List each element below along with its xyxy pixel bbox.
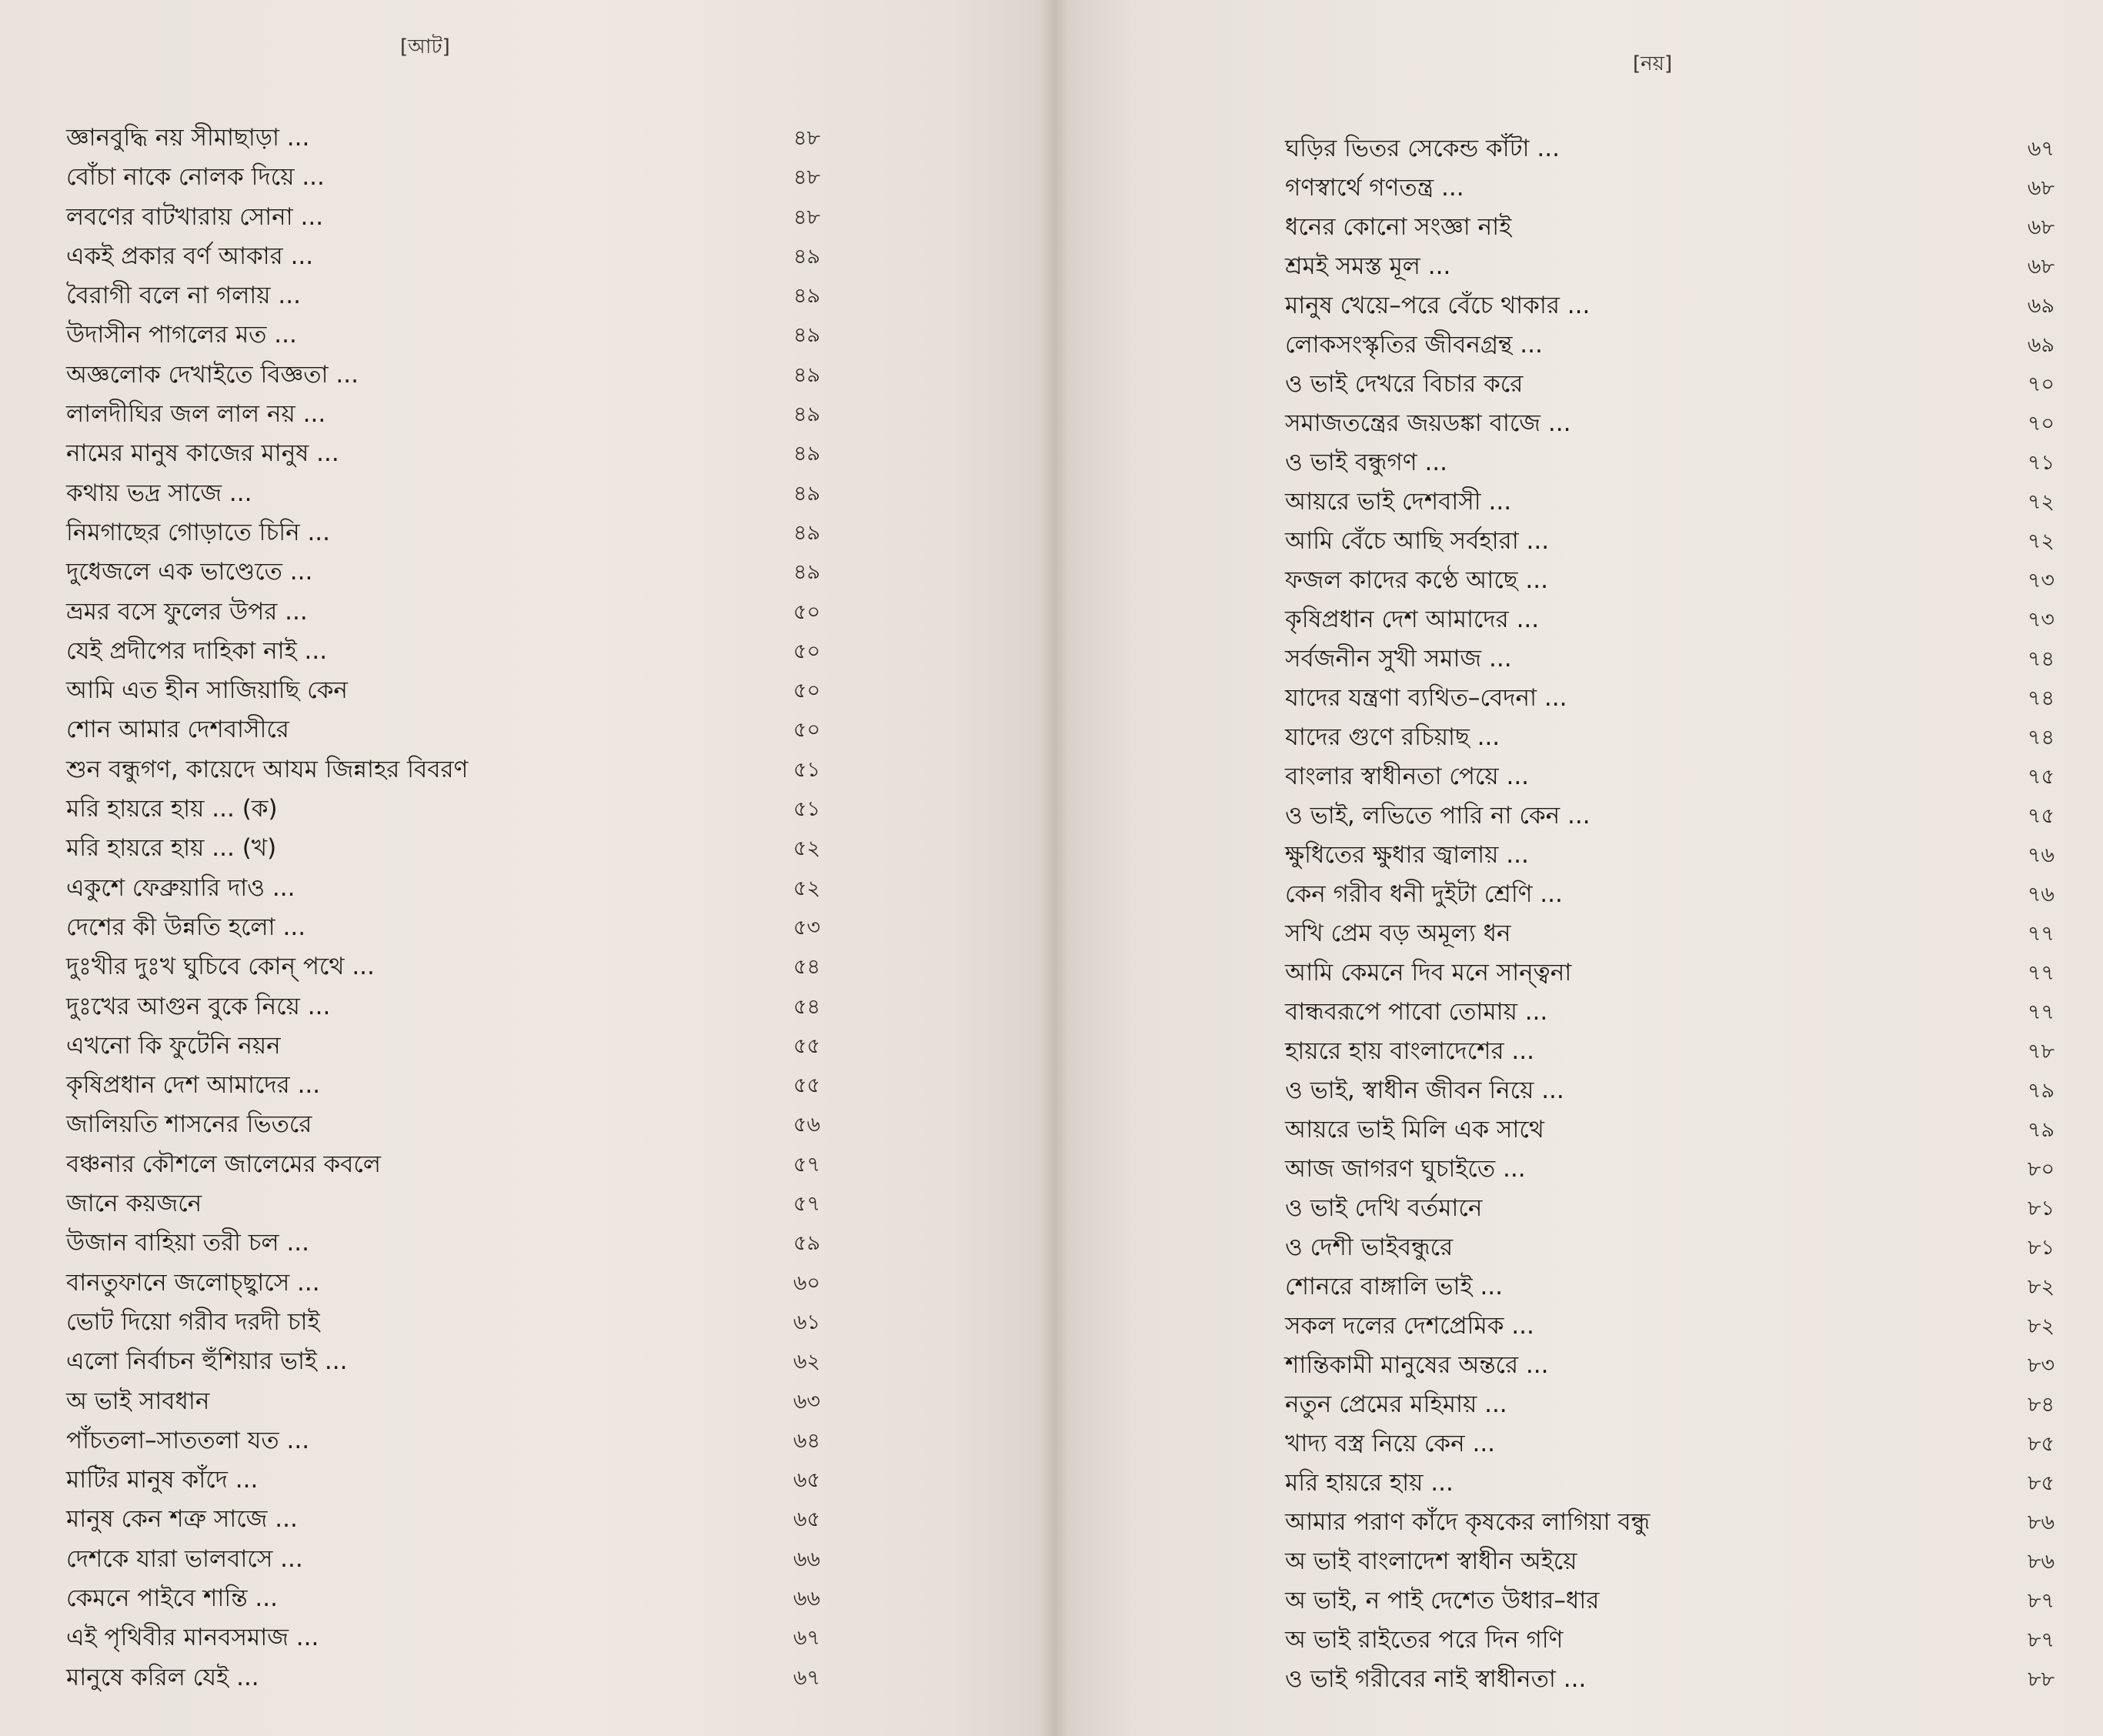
toc-entry-title: দুঃখের আগুন বুকে নিয়ে ... xyxy=(66,992,331,1020)
toc-entry-title: কথায় ভদ্র সাজে ... xyxy=(66,479,252,507)
toc-entry-title: ভোট দিয়ো গরীব দরদী চাই xyxy=(66,1307,320,1336)
toc-entry-page-number: ৭৪ xyxy=(2027,686,2055,710)
toc-entry-title: কৃষিপ্রধান দেশ আমাদের ... xyxy=(1285,606,1540,633)
toc-entry-title: কেমনে পাইবে শান্তি ... xyxy=(66,1584,278,1612)
toc-entry xyxy=(66,474,820,513)
toc-entry-page-number: ৬৬ xyxy=(793,1586,820,1611)
toc-entry-title: অজ্ঞলোক দেখাইতে বিজ্ঞতা ... xyxy=(66,360,359,389)
toc-entry xyxy=(66,434,820,473)
toc-entry-title: শুন বন্ধুগণ, কায়েদে আযম জিন্নাহর বিবরণ xyxy=(66,755,469,783)
toc-entry xyxy=(66,1184,820,1224)
toc-entry xyxy=(66,553,820,592)
toc-entry-page-number: ৭৯ xyxy=(2027,1079,2055,1103)
toc-entry-page-number: ৬৬ xyxy=(793,1547,820,1571)
toc-entry-title: একুশে ফেব্রুয়ারি দাও ... xyxy=(66,873,295,902)
toc-entry-page-number: ৬৯ xyxy=(2027,333,2055,357)
toc-entry-page-number: ৫০ xyxy=(793,718,820,743)
toc-entry xyxy=(66,710,820,749)
right-page xyxy=(1054,0,2103,1736)
toc-entry xyxy=(66,632,820,671)
toc-entry-page-number: ৪৮ xyxy=(793,126,820,150)
toc-entry-page-number: ৫২ xyxy=(793,836,820,861)
toc-entry xyxy=(66,869,820,908)
toc-entry-page-number: ৭০ xyxy=(2027,372,2055,396)
toc-entry-page-number: ৭৫ xyxy=(2027,765,2055,789)
toc-entry xyxy=(1285,796,2055,836)
toc-entry-page-number: ৭৬ xyxy=(2027,843,2055,867)
toc-entry-page-number: ৮৬ xyxy=(2027,1511,2055,1534)
toc-entry-title: জালিয়তি শাসনের ভিতরে xyxy=(66,1110,312,1139)
toc-entry-title: আমি এত হীন সাজিয়াছি কেন xyxy=(66,676,348,705)
toc-entry-title: ক্ষুধিতের ক্ষুধার জ্বালায় ... xyxy=(1285,841,1529,869)
toc-entry xyxy=(66,1579,820,1618)
toc-entry xyxy=(1285,169,2055,208)
toc-entry xyxy=(1285,1150,2055,1189)
toc-entry xyxy=(66,1027,820,1066)
toc-entry-page-number: ৮১ xyxy=(2027,1197,2055,1220)
toc-entry-page-number: ৭৬ xyxy=(2027,883,2055,906)
toc-entry-page-number: ৬৭ xyxy=(793,1626,820,1651)
toc-entry xyxy=(1285,718,2055,757)
toc-entry-title: নামের মানুষ কাজের মানুষ ... xyxy=(66,439,339,468)
toc-entry xyxy=(1285,1267,2055,1307)
toc-entry-title: মাটির মানুষ কাঁদে ... xyxy=(66,1466,259,1494)
toc-entry-title: এলো নির্বাচন হুঁশিয়ার ভাই ... xyxy=(66,1347,348,1376)
toc-entry-title: শান্তিকামী মানুষের অন্তরে ... xyxy=(1285,1351,1549,1379)
toc-entry-title: কেন গরীব ধনী দুইটা শ্রেণি ... xyxy=(1285,880,1563,908)
toc-entry-title: উজান বাহিয়া তরী চল ... xyxy=(66,1229,310,1257)
toc-entry xyxy=(66,593,820,632)
toc-entry-title: মরি হায়রে হায় ... (ক) xyxy=(66,795,278,823)
toc-entry-page-number: ৭২ xyxy=(2027,490,2055,514)
toc-entry xyxy=(66,237,820,276)
toc-entry xyxy=(66,395,820,434)
toc-entry-title: ও ভাই দেখি বর্তমানে xyxy=(1285,1194,1483,1222)
toc-entry-page-number: ৬০ xyxy=(793,1270,820,1295)
toc-entry xyxy=(66,1461,820,1500)
toc-entry-title: বাংলার স্বাধীনতা পেয়ে ... xyxy=(1285,763,1530,790)
toc-entry-page-number: ৮৫ xyxy=(2027,1432,2055,1456)
toc-entry-title: লোকসংস্কৃতির জীবনগ্রন্থ ... xyxy=(1285,331,1543,359)
toc-entry xyxy=(66,1105,820,1144)
toc-entry xyxy=(1285,365,2055,404)
toc-entry-page-number: ৪৮ xyxy=(793,165,820,190)
toc-entry xyxy=(1285,443,2055,482)
toc-entry-page-number: ৫০ xyxy=(793,639,820,663)
toc-entry-title: উদাসীন পাগলের মত ... xyxy=(66,321,297,349)
toc-entry-page-number: ৮৬ xyxy=(2027,1550,2055,1574)
toc-entry-page-number: ৮৫ xyxy=(2027,1471,2055,1495)
toc-entry-title: পাঁচতলা–সাততলা যত ... xyxy=(66,1426,310,1454)
toc-entry-page-number: ৬৫ xyxy=(793,1468,820,1493)
toc-entry xyxy=(1285,914,2055,953)
toc-entry xyxy=(1285,1346,2055,1385)
toc-entry xyxy=(1285,1581,2055,1621)
toc-entry-page-number: ৭৪ xyxy=(2027,647,2055,671)
toc-entry-page-number: ৫৪ xyxy=(793,955,820,980)
toc-entry-page-number: ৭০ xyxy=(2027,412,2055,436)
toc-entry-page-number: ৪৯ xyxy=(793,481,820,506)
toc-entry xyxy=(1285,836,2055,875)
toc-entry xyxy=(66,1421,820,1461)
toc-entry-title: বৈরাগী বলে না গলায় ... xyxy=(66,282,301,310)
toc-entry xyxy=(1285,639,2055,679)
toc-entry-title: শোনরে বাঙ্গালি ভাই ... xyxy=(1285,1273,1504,1300)
toc-entry xyxy=(66,1145,820,1184)
toc-entry xyxy=(1285,1660,2055,1699)
toc-entry xyxy=(66,1224,820,1263)
toc-entry-page-number: ৭৫ xyxy=(2027,804,2055,828)
toc-entry xyxy=(1285,1228,2055,1267)
toc-entry xyxy=(66,1618,820,1658)
toc-entry-page-number: ৬৮ xyxy=(2027,176,2055,200)
toc-entry-title: ধনের কোনো সংজ্ঞা নাই xyxy=(1285,213,1512,241)
toc-entry-title: অ ভাই, ন পাই দেশেত উধার–ধার xyxy=(1285,1587,1600,1614)
toc-entry-page-number: ৮৮ xyxy=(2027,1668,2055,1691)
toc-entry xyxy=(66,1264,820,1303)
toc-entry xyxy=(1285,286,2055,326)
toc-entry-page-number: ৮২ xyxy=(2027,1275,2055,1299)
toc-entry-page-number: ৫৭ xyxy=(793,1192,820,1217)
toc-entry-title: ও দেশী ভাইবন্ধুরে xyxy=(1285,1234,1454,1261)
toc-entry xyxy=(1285,679,2055,718)
toc-entry-page-number: ৫৯ xyxy=(793,1231,820,1256)
toc-entry-title: খাদ্য বস্ত্র নিয়ে কেন ... xyxy=(1285,1430,1496,1457)
toc-entry-title: লালদীঘির জল লাল নয় ... xyxy=(66,400,326,429)
toc-entry xyxy=(1285,404,2055,443)
toc-entry xyxy=(66,1382,820,1421)
toc-entry xyxy=(1285,522,2055,561)
toc-entry-page-number: ৪৮ xyxy=(793,205,820,229)
toc-entry-title: বঞ্চনার কৌশলে জালেমের কবলে xyxy=(66,1150,381,1178)
toc-entry-page-number: ৬১ xyxy=(793,1310,820,1334)
toc-entry xyxy=(1285,993,2055,1032)
toc-entry-page-number: ৭৭ xyxy=(2027,1000,2055,1024)
toc-entry xyxy=(66,1658,820,1698)
toc-entry-title: শোন আমার দেশবাসীরে xyxy=(66,716,289,744)
toc-entry-title: দুঃখীর দুঃখ ঘুচিবে কোন্ পথে ... xyxy=(66,953,375,981)
toc-entry-page-number: ৬৭ xyxy=(793,1665,820,1690)
toc-entry-page-number: ৭৯ xyxy=(2027,1118,2055,1142)
toc-entry-title: যেই প্রদীপের দাহিকা নাই ... xyxy=(66,636,328,665)
toc-entry-page-number: ৬৩ xyxy=(793,1389,820,1414)
toc-entry-title: দুধেজলে এক ভাণ্ডেতে ... xyxy=(66,558,313,586)
toc-entry-page-number: ৮৭ xyxy=(2027,1589,2055,1613)
toc-list-right xyxy=(1285,129,2055,1699)
toc-entry-page-number: ৮৩ xyxy=(2027,1354,2055,1377)
toc-entry xyxy=(66,1342,820,1381)
toc-entry-title: সমাজতন্ত্রের জয়ডঙ্কা বাজে ... xyxy=(1285,409,1571,437)
toc-entry-page-number: ৫৬ xyxy=(793,1113,820,1137)
toc-entry-page-number: ৭২ xyxy=(2027,529,2055,553)
toc-entry-title: আজ জাগরণ ঘুচাইতে ... xyxy=(1285,1155,1526,1183)
toc-entry-title: অ ভাই সাবধান xyxy=(66,1387,210,1415)
toc-entry-title: বানতুফানে জলোচ্ছ্বাসে ... xyxy=(66,1268,320,1297)
toc-entry xyxy=(66,829,820,868)
toc-entry-page-number: ৭৮ xyxy=(2027,1040,2055,1063)
toc-entry-title: আয়রে ভাই দেশবাসী ... xyxy=(1285,488,1512,516)
toc-entry-title: হায়রে হায় বাংলাদেশের ... xyxy=(1285,1037,1534,1065)
toc-entry-title: লবণের বাটখারায় সোনা ... xyxy=(66,202,324,231)
toc-entry-title: ও ভাই গরীবের নাই স্বাধীনতা ... xyxy=(1285,1665,1587,1693)
toc-entry-page-number: ৫৪ xyxy=(793,994,820,1019)
page-header-left: [আট] xyxy=(400,35,450,58)
toc-entry-page-number: ৪৯ xyxy=(793,362,820,387)
toc-entry xyxy=(1285,561,2055,600)
toc-entry-page-number: ৫২ xyxy=(793,876,820,900)
toc-entry-page-number: ৪৯ xyxy=(793,442,820,466)
toc-entry xyxy=(66,1500,820,1539)
toc-entry-title: বান্ধবরূপে পাবো তোমায় ... xyxy=(1285,998,1548,1026)
toc-entry-title: আয়রে ভাই মিলি এক সাথে xyxy=(1285,1116,1544,1143)
toc-entry xyxy=(1285,129,2055,169)
toc-entry-page-number: ৭১ xyxy=(2027,451,2055,475)
toc-entry xyxy=(66,790,820,829)
toc-entry-title: যাদের গুণে রচিয়াছ ... xyxy=(1285,723,1500,751)
toc-entry xyxy=(66,119,820,158)
toc-entry-title: ভ্রমর বসে ফুলের উপর ... xyxy=(66,597,308,626)
toc-entry-page-number: ৬২ xyxy=(793,1350,820,1374)
toc-entry-title: মরি হায়রে হায় ... xyxy=(1285,1469,1454,1497)
toc-entry xyxy=(66,947,820,987)
toc-entry xyxy=(1285,1110,2055,1150)
toc-entry-title: কৃষিপ্রধান দেশ আমাদের ... xyxy=(66,1071,321,1100)
toc-entry-title: শ্রমই সমস্ত মূল ... xyxy=(1285,252,1451,280)
toc-entry-title: মানুষ খেয়ে–পরে বেঁচে থাকার ... xyxy=(1285,292,1591,319)
toc-entry-page-number: ৫১ xyxy=(793,797,820,822)
toc-entry xyxy=(1285,1542,2055,1581)
toc-entry xyxy=(1285,326,2055,365)
toc-entry-title: আমার পরাণ কাঁদে কৃষকের লাগিয়া বন্ধু xyxy=(1285,1508,1651,1536)
toc-entry-page-number: ৮৭ xyxy=(2027,1628,2055,1652)
toc-entry xyxy=(66,750,820,790)
toc-entry xyxy=(1285,953,2055,993)
toc-entry-page-number: ৪৯ xyxy=(793,560,820,585)
toc-entry-title: গণস্বার্থে গণতন্ত্র ... xyxy=(1285,174,1464,202)
toc-entry xyxy=(66,1540,820,1579)
toc-entry-page-number: ৪৯ xyxy=(793,402,820,427)
toc-entry xyxy=(1285,1385,2055,1424)
toc-entry xyxy=(66,315,820,355)
toc-entry-page-number: ৬৯ xyxy=(2027,294,2055,318)
toc-entry-page-number: ৮২ xyxy=(2027,1314,2055,1338)
toc-entry-page-number: ৫৩ xyxy=(793,915,820,940)
toc-entry xyxy=(66,356,820,395)
toc-entry-page-number: ৬৪ xyxy=(793,1428,820,1453)
toc-entry xyxy=(1285,1071,2055,1110)
toc-entry-title: আমি কেমনে দিব মনে সান্ত্বনা xyxy=(1285,959,1572,987)
toc-entry xyxy=(66,198,820,237)
toc-entry xyxy=(1285,1189,2055,1228)
toc-entry-page-number: ৬৭ xyxy=(2027,137,2055,161)
toc-entry-title: দেশকে যারা ভালবাসে ... xyxy=(66,1544,303,1573)
toc-entry-title: জানে কয়জনে xyxy=(66,1190,202,1218)
toc-entry xyxy=(66,908,820,947)
toc-entry xyxy=(1285,875,2055,914)
toc-entry xyxy=(1285,208,2055,247)
toc-entry-page-number: ৪৯ xyxy=(793,284,820,309)
toc-entry xyxy=(1285,757,2055,796)
toc-entry-page-number: ৫০ xyxy=(793,679,820,703)
toc-entry xyxy=(1285,600,2055,639)
toc-entry-title: সর্বজনীন সুখী সমাজ ... xyxy=(1285,645,1512,673)
toc-entry-title: আমি বেঁচে আছি সর্বহারা ... xyxy=(1285,527,1550,555)
toc-entry xyxy=(1285,247,2055,286)
toc-entry-title: ফজল কাদের কণ্ঠে আছে ... xyxy=(1285,566,1548,594)
toc-entry xyxy=(66,276,820,315)
toc-entry-page-number: ৫৭ xyxy=(793,1152,820,1177)
toc-entry-title: নিমগাছের গোড়াতে চিনি ... xyxy=(66,518,331,546)
toc-entry-title: ও ভাই দেখরে বিচার করে xyxy=(1285,370,1524,398)
toc-entry-title: দেশের কী উন্নতি হলো ... xyxy=(66,913,306,941)
book-gutter xyxy=(1040,0,1068,1736)
toc-entry-page-number: ৮১ xyxy=(2027,1236,2055,1260)
toc-entry-page-number: ৬৫ xyxy=(793,1507,820,1532)
toc-entry-page-number: ৪৯ xyxy=(793,520,820,545)
toc-entry-page-number: ৭৩ xyxy=(2027,608,2055,632)
toc-entry xyxy=(66,158,820,197)
toc-entry-title: ও ভাই, স্বাধীন জীবন নিয়ে ... xyxy=(1285,1077,1564,1104)
toc-entry-title: বোঁচা নাকে নোলক দিয়ে ... xyxy=(66,163,325,192)
toc-entry xyxy=(66,987,820,1027)
toc-entry-page-number: ৫১ xyxy=(793,757,820,782)
toc-entry-title: একই প্রকার বর্ণ আকার ... xyxy=(66,242,314,270)
toc-entry-title: এখনো কি ফুটেনি নয়ন xyxy=(66,1031,281,1060)
toc-entry-page-number: ৬৮ xyxy=(2027,215,2055,239)
toc-entry-page-number: ৬৮ xyxy=(2027,255,2055,279)
toc-entry-title: সখি প্রেম বড় অমূল্য ধন xyxy=(1285,920,1511,947)
toc-entry-title: ঘড়ির ভিতর সেকেন্ড কাঁটা ... xyxy=(1285,135,1560,162)
toc-entry-title: অ ভাই বাংলাদেশ স্বাধীন অইয়ে xyxy=(1285,1547,1577,1575)
toc-entry-title: নতুন প্রেমের মহিমায় ... xyxy=(1285,1390,1507,1418)
toc-entry-page-number: ৫৫ xyxy=(793,1073,820,1098)
toc-entry-title: ও ভাই, লভিতে পারি না কেন ... xyxy=(1285,802,1591,830)
toc-entry-title: মানুষে করিল যেই ... xyxy=(66,1663,259,1691)
toc-entry-page-number: ৫০ xyxy=(793,599,820,624)
toc-entry-page-number: ৭৩ xyxy=(2027,569,2055,593)
toc-entry-title: ও ভাই বন্ধুগণ ... xyxy=(1285,449,1448,476)
toc-entry xyxy=(1285,1464,2055,1503)
toc-entry xyxy=(1285,1503,2055,1542)
toc-list-left xyxy=(66,119,820,1698)
toc-entry-title: অ ভাই রাইতের পরে দিন গণি xyxy=(1285,1626,1564,1654)
toc-entry xyxy=(1285,1307,2055,1346)
toc-entry-page-number: ৮৪ xyxy=(2027,1393,2055,1417)
toc-entry-page-number: ৭৭ xyxy=(2027,961,2055,985)
toc-entry-title: সকল দলের দেশপ্রেমিক ... xyxy=(1285,1312,1534,1340)
toc-entry-page-number: ৮০ xyxy=(2027,1157,2055,1181)
page-header-right: [নয়] xyxy=(1633,52,1673,75)
toc-entry xyxy=(1285,1424,2055,1464)
toc-entry-page-number: ৭৭ xyxy=(2027,922,2055,946)
toc-entry xyxy=(1285,1032,2055,1071)
toc-entry-title: এই পৃথিবীর মানবসমাজ ... xyxy=(66,1624,319,1652)
toc-entry xyxy=(66,1303,820,1342)
toc-entry-page-number: ৪৯ xyxy=(793,244,820,269)
toc-entry-title: মরি হায়রে হায় ... (খ) xyxy=(66,834,277,863)
toc-entry-title: মানুষ কেন শত্রু সাজে ... xyxy=(66,1505,298,1534)
toc-entry-page-number: ৪৯ xyxy=(793,323,820,348)
toc-entry-page-number: ৫৫ xyxy=(793,1033,820,1058)
toc-entry xyxy=(66,513,820,553)
toc-entry xyxy=(1285,1621,2055,1660)
toc-entry-title: যাদের যন্ত্রণা ব্যথিত–বেদনা ... xyxy=(1285,684,1567,712)
toc-entry-page-number: ৭৪ xyxy=(2027,726,2055,749)
toc-entry xyxy=(1285,482,2055,522)
toc-entry xyxy=(66,1066,820,1105)
toc-entry xyxy=(66,671,820,710)
toc-entry-title: জ্ঞানবুদ্ধি নয় সীমাছাড়া ... xyxy=(66,124,310,152)
